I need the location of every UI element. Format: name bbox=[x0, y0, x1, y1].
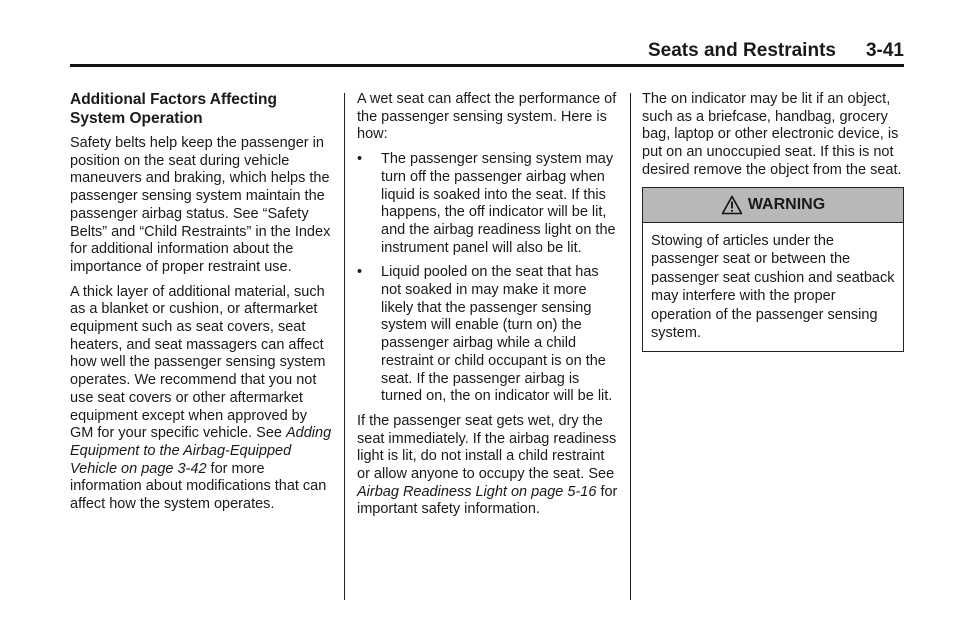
paragraph-text: If the passenger seat gets wet, dry the seat immediately. If the airbag readiness light is lit, do not install a child restraint or allow anyone to occupy the seat. See bbox=[357, 412, 617, 483]
paragraph-text: for more information about modifications that can affect how the system operates. bbox=[70, 460, 327, 513]
paragraph: The on indicator may be lit if an object, such as a briefcase, handbag, grocery bag, laptop or other electronic device, is put on an unoccupied seat. If this is not desired remove the object from the seat. bbox=[642, 91, 902, 178]
header-rule bbox=[70, 64, 904, 67]
column-divider bbox=[630, 93, 631, 600]
cross-reference-link[interactable]: Adding Equipment to the Airbag-Equipped Vehicle on page 3-42 bbox=[70, 425, 332, 477]
column-3 bbox=[642, 91, 904, 352]
paragraph-text: A thick layer of additional material, such as a blanket or cushion, or aftermarket equipment such as seat covers, seat heaters, and seat massagers can affect how well the passenger sensing system operates. We recommend that you not use seat covers or other aftermarket equipment except when approved by GM for your specific vehicle. See bbox=[70, 283, 326, 442]
bullet-icon: • bbox=[357, 264, 363, 281]
column-divider bbox=[344, 93, 345, 600]
list-item bbox=[357, 264, 620, 406]
paragraph: A wet seat can affect the performance of the passenger sensing system. Here is how: bbox=[357, 91, 617, 143]
page-number: 3-41 bbox=[865, 40, 904, 61]
bullet-icon: • bbox=[357, 151, 363, 168]
warning-text: Stowing of articles under the passenger seat or between the passenger seat cushion and seatback may interfere with the proper operation of the passenger sensing system. bbox=[651, 232, 895, 342]
warning-triangle-icon bbox=[721, 195, 743, 215]
list-item bbox=[357, 151, 620, 257]
section-heading: Additional Factors Affecting System Operation bbox=[70, 91, 277, 127]
paragraph: Safety belts help keep the passenger in position on the seat during vehicle maneuvers and braking, which helps the passenger sensing system maintain the passenger airbag status. See “Safety Belts” and “Child Restraints” in the Index for additional information about the importance of proper restraint use. bbox=[70, 135, 331, 275]
section-title: Seats and Restraints bbox=[648, 40, 836, 61]
cross-reference-link[interactable]: Airbag Readiness Light on page 5-16 bbox=[357, 483, 597, 500]
bullet-list bbox=[357, 151, 620, 406]
page-header bbox=[70, 38, 904, 64]
column-1 bbox=[70, 90, 332, 521]
paragraph bbox=[70, 284, 332, 514]
column-2 bbox=[357, 91, 620, 526]
warning-header bbox=[643, 188, 903, 223]
paragraph bbox=[357, 413, 620, 519]
paragraph-text: for important safety information. bbox=[357, 483, 618, 518]
warning-title: WARNING bbox=[747, 195, 826, 213]
list-item-text: Liquid pooled on the seat that has not soaked in may make it more likely that the passenger sensing system will enable (turn on) the passenger airbag while a child restraint or child occupant is on the seat. If the passenger airbag is turned on, the on indicator will be lit. bbox=[381, 264, 613, 405]
list-item-text: The passenger sensing system may turn off the passenger airbag when liquid is soaked into the seat. If this happens, the off indicator will be lit, and the airbag readiness light on the instrument panel will also be lit. bbox=[381, 151, 616, 256]
warning-box bbox=[642, 187, 904, 352]
